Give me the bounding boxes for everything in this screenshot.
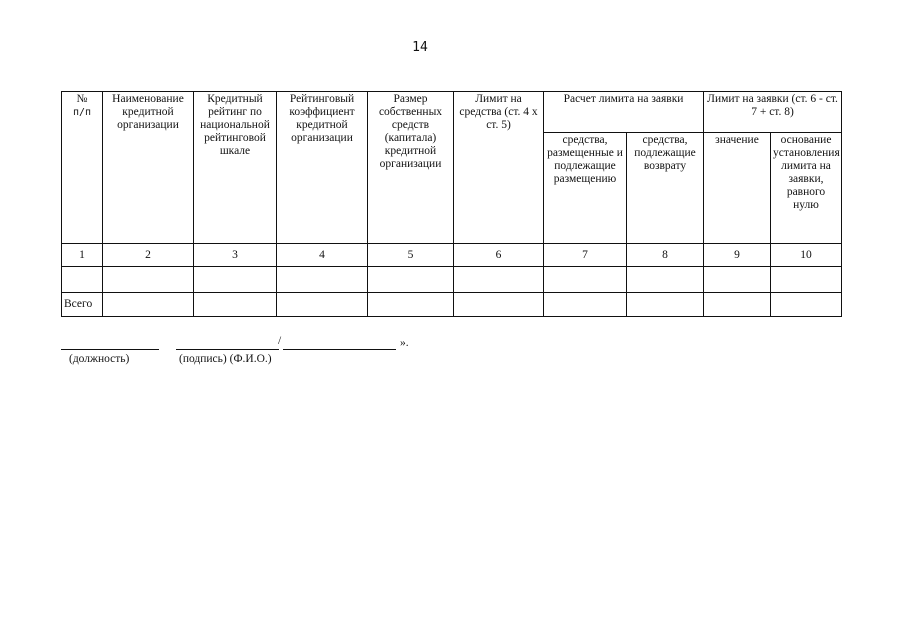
column-number-row <box>62 244 842 267</box>
column-number: 6 <box>454 244 544 267</box>
table-cell <box>771 293 842 317</box>
column-number: 7 <box>544 244 627 267</box>
header-org-name: Наименование кредитной организации <box>103 92 194 244</box>
header-number <box>62 92 103 244</box>
table-cell <box>704 293 771 317</box>
table-cell <box>368 267 454 293</box>
header-row <box>62 92 842 133</box>
header-own-funds: Размер собственных средств (капитала) кредитной организации <box>368 92 454 244</box>
signature-line <box>176 349 279 350</box>
header-returned-funds: средства, подлежащие возврату <box>627 133 704 244</box>
column-number: 8 <box>627 244 704 267</box>
table-cell <box>544 267 627 293</box>
table-cell <box>771 267 842 293</box>
column-number: 9 <box>704 244 771 267</box>
header-calc-group: Расчет лимита на заявки <box>544 92 704 133</box>
table-cell <box>194 267 277 293</box>
column-number: 5 <box>368 244 454 267</box>
column-number: 1 <box>62 244 103 267</box>
header-zero-limit-reason: основание установления лимита на заявки, равного нулю <box>771 133 842 244</box>
table-cell <box>454 293 544 317</box>
table-cell <box>544 293 627 317</box>
column-number: 3 <box>194 244 277 267</box>
table-row <box>62 267 842 293</box>
header-number-sign: № <box>76 93 88 105</box>
column-number: 10 <box>771 244 842 267</box>
header-credit-rating: Кредитный рейтинг по национальной рейтинговой шкале <box>194 92 277 244</box>
header-number-sub: п/п <box>72 107 92 118</box>
table-cell <box>277 293 368 317</box>
position-caption: (должность) <box>69 353 130 365</box>
column-number: 4 <box>277 244 368 267</box>
header-rating-coefficient: Рейтинговый коэффициент кредитной организации <box>277 92 368 244</box>
closing-quote: ». <box>400 337 409 349</box>
table-cell <box>627 267 704 293</box>
page-number: 14 <box>412 40 428 55</box>
credit-limits-table <box>61 91 842 317</box>
header-placed-funds: средства, размещенные и подлежащие размещению <box>544 133 627 244</box>
full-name-line <box>283 349 396 350</box>
table-cell <box>103 293 194 317</box>
total-row <box>62 293 842 317</box>
header-funds-limit: Лимит на средства (ст. 4 х ст. 5) <box>454 92 544 244</box>
column-number: 2 <box>103 244 194 267</box>
position-line <box>61 349 159 350</box>
header-limit-group: Лимит на заявки (ст. 6 - ст. 7 + ст. 8) <box>704 92 842 133</box>
table-cell <box>277 267 368 293</box>
table-cell <box>368 293 454 317</box>
table-cell <box>194 293 277 317</box>
header-limit-value: значение <box>704 133 771 244</box>
table-cell <box>704 267 771 293</box>
table-cell <box>103 267 194 293</box>
signature-slash: / <box>278 335 282 347</box>
table-cell <box>62 267 103 293</box>
signature-caption: (подпись) (Ф.И.О.) <box>179 353 272 365</box>
table-cell <box>454 267 544 293</box>
total-label: Всего <box>62 293 103 317</box>
table-cell <box>627 293 704 317</box>
